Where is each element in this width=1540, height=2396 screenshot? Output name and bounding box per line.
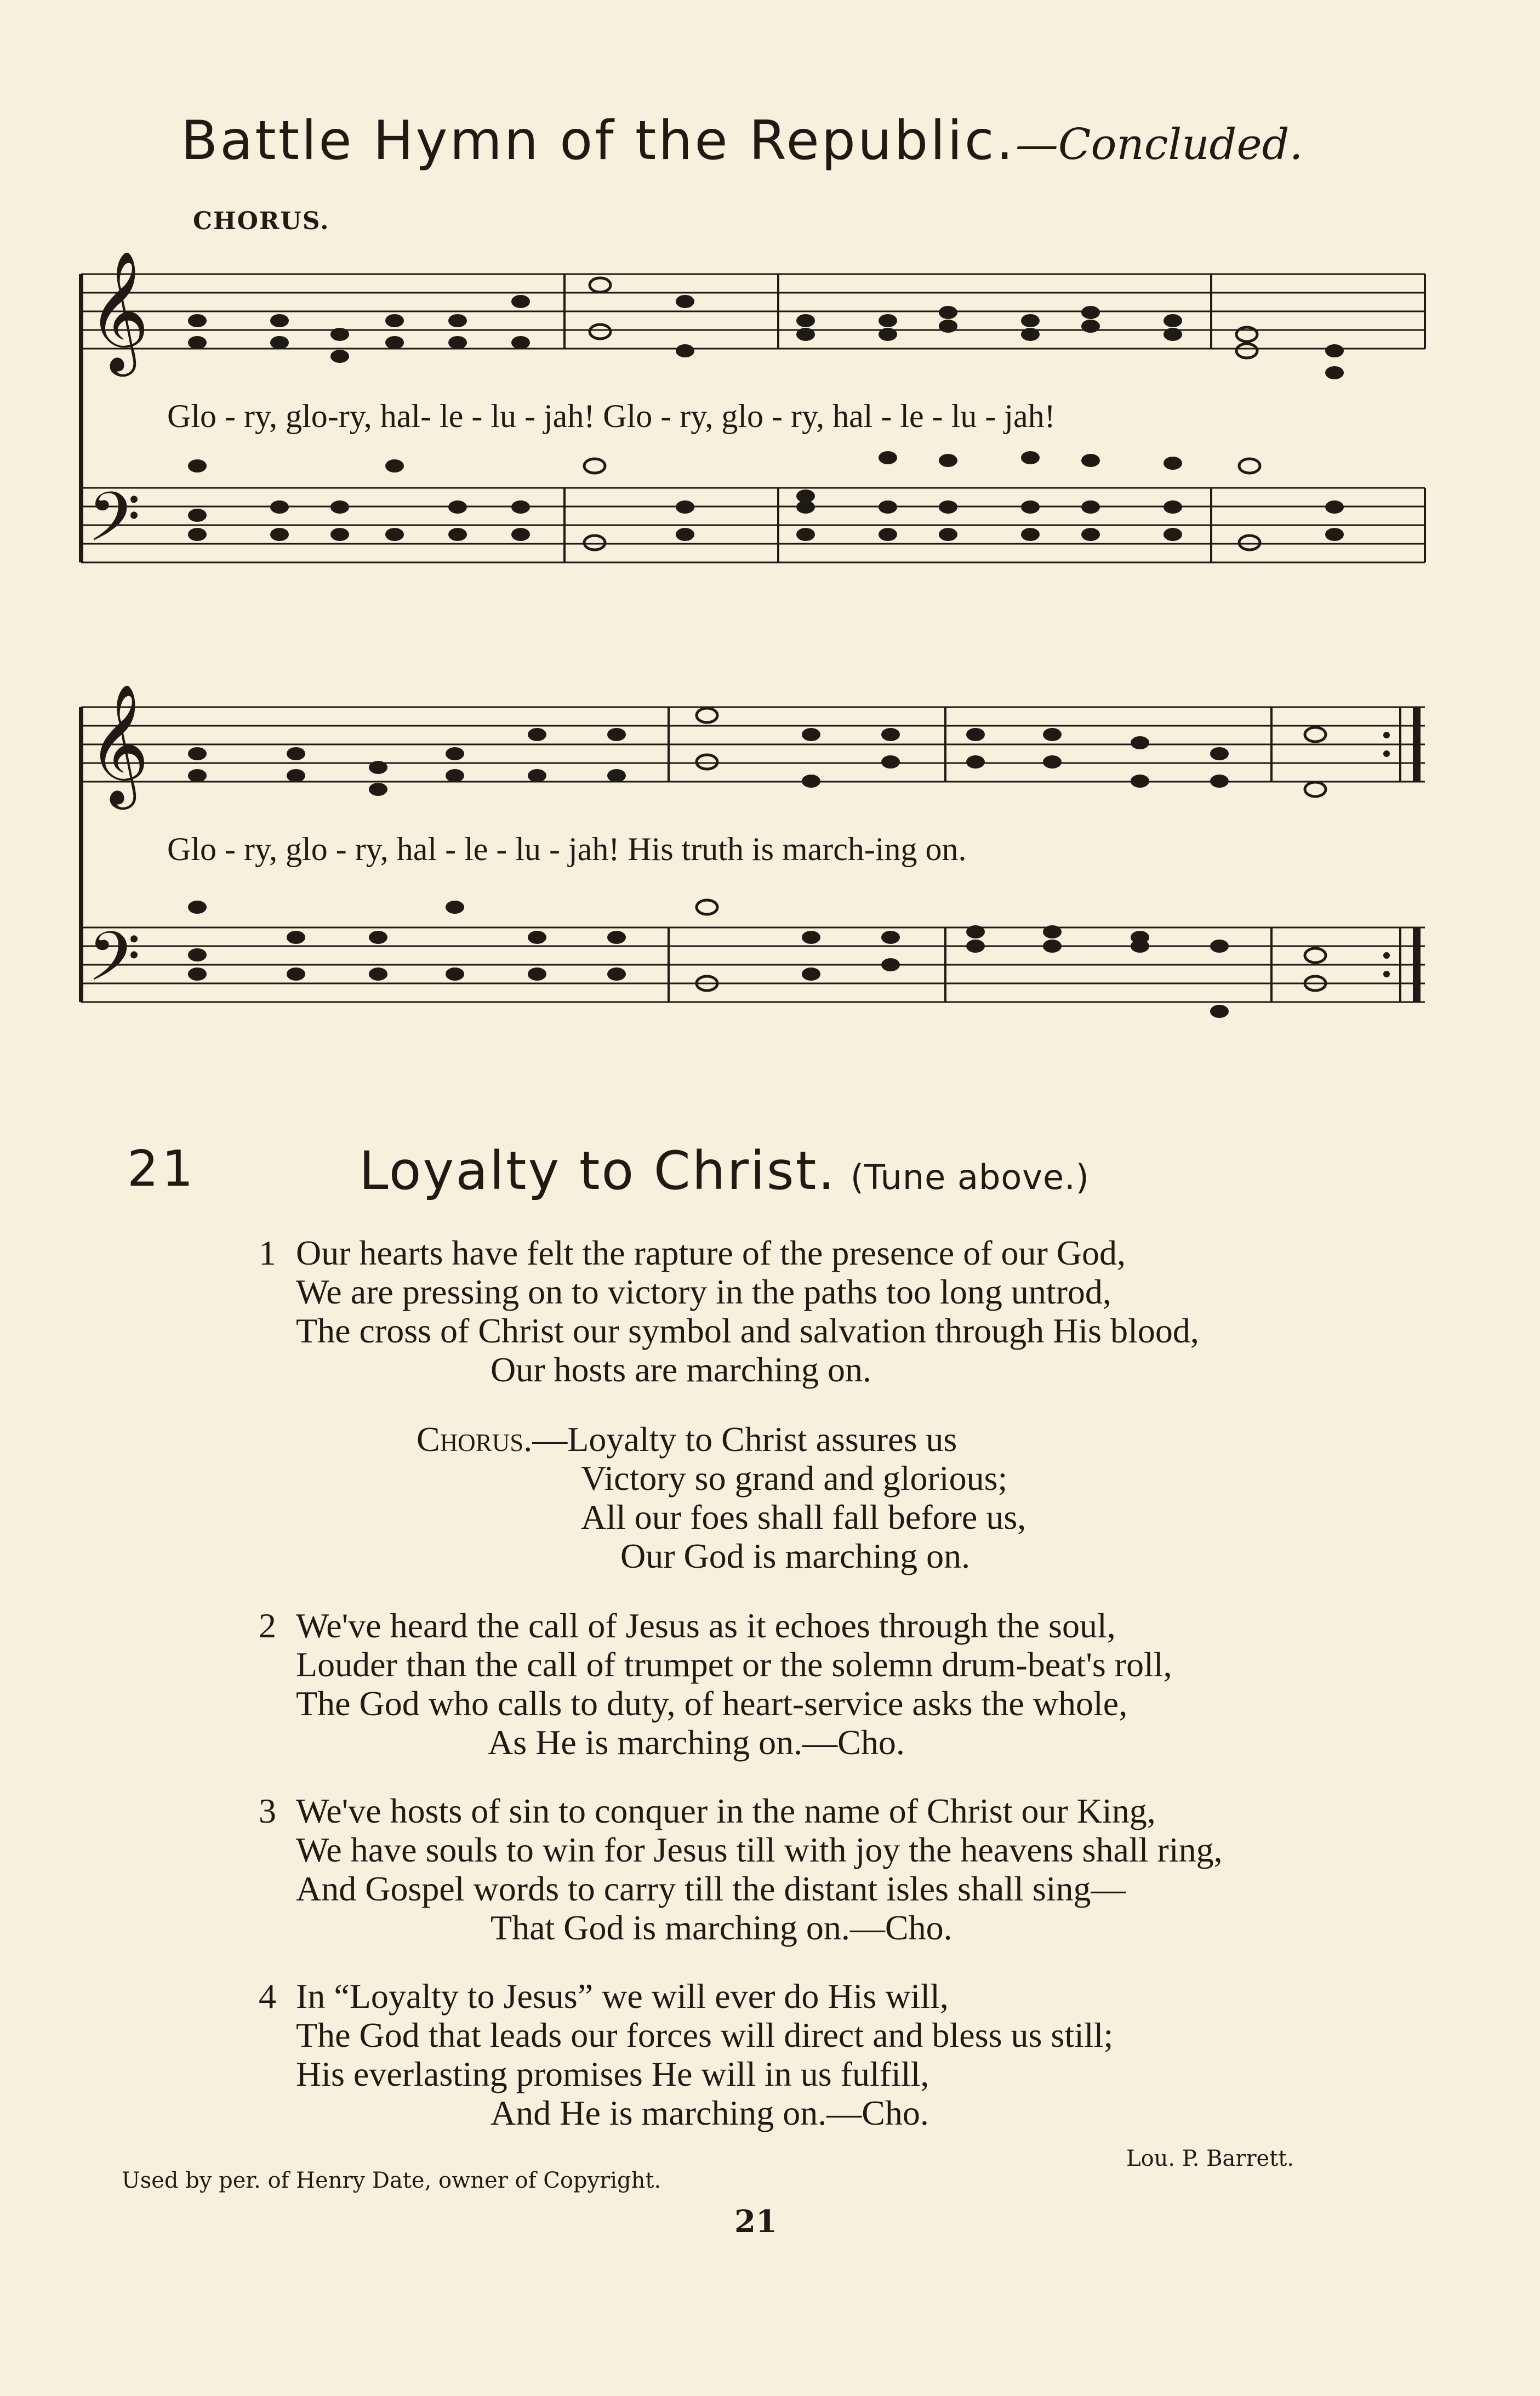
verse-line: Louder than the call of trumpet or the solemn drum-beat's roll,: [296, 1645, 1172, 1684]
svg-text:𝄢: 𝄢: [88, 478, 141, 573]
verse-line: And Gospel words to carry till the distant isles shall sing—: [296, 1869, 1126, 1908]
verse-line: Our hearts have felt the rapture of the presence of our God,: [296, 1233, 1126, 1272]
svg-text:𝄞: 𝄞: [88, 250, 150, 371]
hymn-title: [359, 1140, 1090, 1202]
staff-system2-bass: [81, 927, 1425, 1002]
svg-text:𝄞: 𝄞: [88, 683, 150, 804]
verse-line: His everlasting promises He will in us fulfill,: [296, 2054, 929, 2093]
chorus-line: —Loyalty to Christ assures us: [532, 1420, 957, 1459]
verse-line: We are pressing on to victory in the paths too long untrod,: [296, 1272, 1111, 1311]
staff-system1-bass: [81, 488, 1425, 562]
staff-system2-treble: [81, 707, 1425, 782]
verse-line: Our hosts are marching on.: [490, 1350, 871, 1389]
music-score: [0, 0, 1540, 1096]
verse-line: As He is marching on.—Cho.: [488, 1723, 905, 1762]
chorus-line: All our foes shall fall before us,: [581, 1498, 1026, 1536]
chorus-line: Our God is marching on.: [620, 1536, 971, 1575]
verse-line: And He is marching on.—Cho.: [490, 2093, 929, 2132]
verse-number: 2: [259, 1606, 276, 1645]
chorus-label: CHORUS.: [193, 207, 330, 235]
verse-number: 1: [259, 1233, 276, 1272]
verse-line: We've hosts of sin to conquer in the name of Christ our King,: [296, 1791, 1156, 1830]
svg-text:𝄢: 𝄢: [88, 918, 141, 1013]
hymn-title-text: Loyalty to Christ.: [359, 1140, 836, 1202]
verse-line: We have souls to win for Jesus till with joy the heavens shall ring,: [296, 1830, 1223, 1869]
page-number: 21: [734, 2204, 777, 2240]
copyright-notice: Used by per. of Henry Date, owner of Copyright.: [122, 2168, 661, 2193]
lyrics-system2: Glo - ry, glo - ry, hal - le - lu - jah! His truth is march-ing on.: [167, 831, 967, 867]
verse-line: In “Loyalty to Jesus” we will ever do His will,: [296, 1977, 949, 2016]
author-credit: Lou. P. Barrett.: [1126, 2146, 1294, 2171]
verse-line: The God who calls to duty, of heart-service asks the whole,: [296, 1684, 1128, 1723]
hymn-number: 21: [127, 1140, 197, 1198]
chorus-line: Victory so grand and glorious;: [581, 1459, 1008, 1498]
title-suffix: —Concluded.: [1015, 120, 1303, 169]
title-main: Battle Hymn of the Republic.: [181, 110, 1016, 172]
verse-line: The cross of Christ our symbol and salvation through His blood,: [296, 1311, 1199, 1350]
verse-line: The God that leads our forces will direct and bless us still;: [296, 2016, 1114, 2054]
verse-line: That God is marching on.—Cho.: [490, 1908, 952, 1947]
chorus-heading: Chorus.: [417, 1420, 533, 1459]
verse-number: 4: [259, 1977, 276, 2016]
verse-line: We've heard the call of Jesus as it echoes through the soul,: [296, 1606, 1116, 1645]
verse-number: 3: [259, 1791, 276, 1830]
lyrics-system1: Glo - ry, glo-ry, hal- le - lu - jah! Glo - ry, glo - ry, hal - le - lu - jah!: [167, 398, 1056, 434]
tune-note: (Tune above.): [850, 1157, 1090, 1197]
